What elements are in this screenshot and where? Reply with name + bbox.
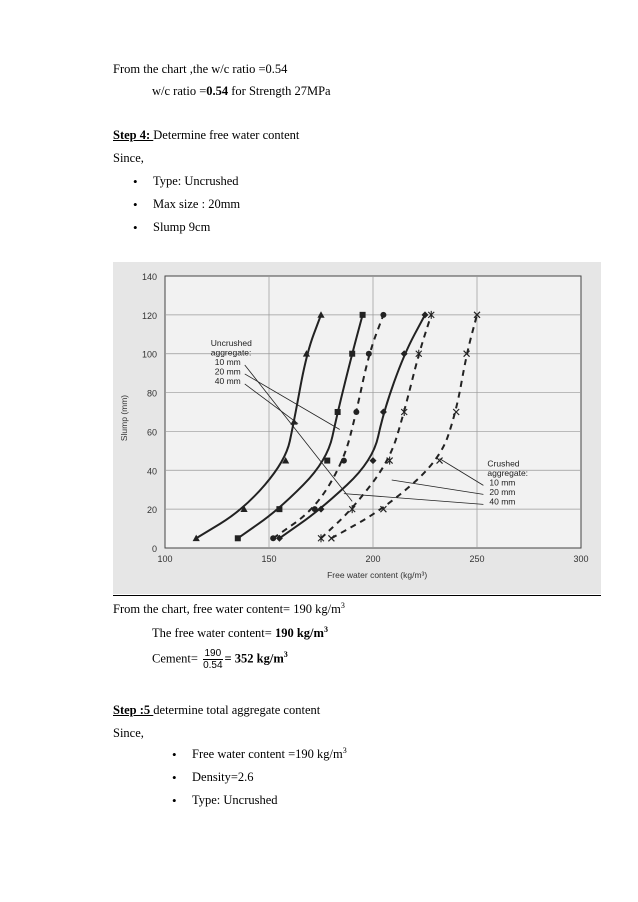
result-line-1-text: From the chart, free water content= 190 kg/m: [113, 602, 341, 616]
x-tick-label: 150: [261, 554, 277, 564]
circle-marker: [341, 458, 347, 464]
crushed-label-line: 20 mm: [489, 486, 516, 497]
chart-bottom-rule: [113, 595, 601, 596]
step4-title: Determine free water content: [153, 128, 300, 142]
step5-label: Step :5: [113, 703, 154, 717]
step4-bullet-size: • Max size : 20mm: [153, 197, 240, 212]
circle-marker: [380, 312, 386, 318]
square-marker: [324, 458, 330, 464]
cement-sup: 3: [283, 650, 288, 660]
square-marker: [349, 351, 355, 357]
step4-heading: [113, 128, 299, 143]
step4-since: Since,: [113, 151, 144, 165]
x-axis-label: Free water content (kg/m³): [327, 570, 428, 580]
circle-marker: [270, 535, 276, 541]
cement-fraction: [203, 648, 222, 671]
wc-ratio-label: w/c ratio =: [152, 84, 207, 98]
y-tick-label: 140: [141, 272, 157, 282]
step4-label: Step 4:: [113, 128, 154, 142]
y-axis-label: Slump (mm): [119, 394, 129, 442]
y-tick-label: 80: [146, 388, 157, 399]
step5-title: determine total aggregate content: [153, 703, 321, 717]
step5-bullet-type: • Type: Uncrushed: [192, 793, 278, 808]
chart-grid: [165, 276, 581, 548]
free-water-value: 190 kg/m: [274, 626, 324, 640]
step5-heading: [113, 703, 320, 718]
step4-bullet-type: • Type: Uncrushed: [153, 174, 239, 189]
step4-bullet-slump: • Slump 9cm: [153, 220, 210, 235]
square-marker: [360, 312, 366, 318]
uncrushed-label-line: 40 mm: [214, 375, 241, 386]
wc-ratio-value: 0.54: [206, 84, 229, 98]
intro-line-1: From the chart ,the w/c ratio =0.54: [113, 62, 288, 76]
cement-denominator: 0.54: [203, 660, 223, 671]
circle-marker: [312, 506, 318, 512]
y-tick-label: 0: [151, 544, 157, 554]
y-tick-label: 60: [146, 427, 157, 438]
step5-bullet-water-text: Free water content =190 kg/m: [192, 747, 343, 761]
free-water-label: The free water content=: [152, 626, 275, 640]
x-tick-label: 100: [157, 554, 173, 564]
chart-svg: [113, 262, 601, 594]
cement-result: = 352 kg/m: [224, 651, 284, 666]
circle-marker: [353, 409, 359, 415]
cement-label: Cement=: [152, 651, 202, 666]
y-tick-label: 20: [146, 505, 157, 516]
y-tick-label: 40: [146, 466, 157, 477]
x-tick-label: 300: [573, 554, 589, 564]
uncrushed-label-line: aggregate:: [210, 347, 252, 358]
square-marker: [276, 506, 282, 512]
circle-marker: [366, 351, 372, 357]
step5-bullet-density: • Density=2.6: [192, 770, 254, 785]
result-line-2: [152, 626, 328, 641]
cement-numerator: 190: [204, 648, 222, 659]
result-line-1: [113, 602, 345, 617]
step5-bullet-water: [192, 747, 347, 762]
square-marker: [235, 535, 241, 541]
step5-since: Since,: [113, 726, 144, 740]
cement-line: [152, 648, 288, 671]
crushed-label-line: 10 mm: [489, 477, 516, 488]
result-line-1-sup: 3: [340, 600, 345, 610]
free-water-sup: 3: [323, 624, 328, 634]
crushed-label-line: aggregate:: [487, 467, 529, 478]
y-tick-label: 120: [141, 310, 157, 321]
crushed-label-line: Crushed: [487, 458, 520, 469]
step5-bullet-water-sup: 3: [342, 745, 347, 755]
wc-ratio-suffix: for Strength 27MPa: [228, 84, 331, 98]
uncrushed-label-line: 10 mm: [214, 356, 241, 367]
slump-water-chart: [113, 262, 601, 594]
x-tick-label: 200: [365, 554, 381, 564]
uncrushed-label-line: 20 mm: [214, 366, 241, 377]
x-tick-label: 250: [469, 554, 485, 564]
intro-line-2: [152, 84, 331, 99]
y-tick-label: 100: [141, 349, 157, 360]
crushed-label-line: 40 mm: [489, 496, 516, 507]
uncrushed-label-line: Uncrushed: [210, 337, 252, 348]
square-marker: [335, 409, 341, 415]
